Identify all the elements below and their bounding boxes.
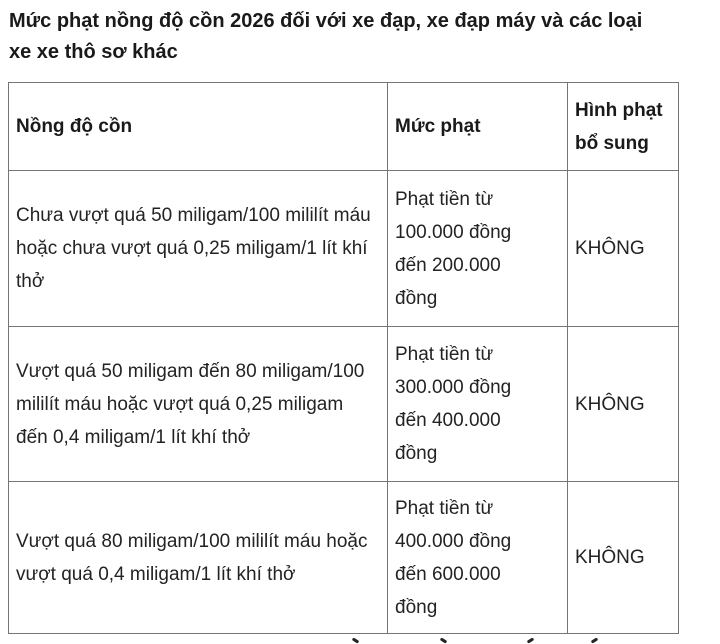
violation-cell: Vượt quá 80 miligam/100 mililít máu hoặc vượt quá 0,4 miligam/1 lít khí thở [9,482,388,634]
additional-penalty-cell: KHÔNG [568,327,679,482]
additional-penalty-cell: KHÔNG [568,171,679,327]
alcohol-fines-table [8,82,679,634]
fine-cell: Phạt tiền từ 300.000 đồng đến 400.000 đồng [388,327,568,482]
table-row [9,482,679,634]
violation-cell: Vượt quá 50 miligam đến 80 miligam/100 mililít máu hoặc vượt quá 0,25 miligam đến 0,4 miligam/1 lít khí thở [9,327,388,482]
clipped-diacritic-fragment [440,637,448,643]
table-header-row [9,83,679,171]
header-cell-additional-penalty: Hình phạt bổ sung [568,83,679,171]
clipped-diacritic-fragment [591,637,599,643]
article-title: Mức phạt nồng độ cồn 2026 đối với xe đạp, xe đạp máy và các loại xe xe thô sơ khác [9,10,643,63]
fine-cell: Phạt tiền từ 400.000 đồng đến 600.000 đồng [388,482,568,634]
fine-cell: Phạt tiền từ 100.000 đồng đến 200.000 đồng [388,171,568,327]
table-row [9,327,679,482]
table-row [9,171,679,327]
clipped-diacritic-fragment [527,637,535,643]
header-cell-alcohol-level: Nồng độ cồn [9,83,388,171]
clipped-diacritic-fragment [352,637,360,643]
violation-cell: Chưa vượt quá 50 miligam/100 mililít máu hoặc chưa vượt quá 0,25 miligam/1 lít khí thở [9,171,388,327]
header-cell-fine: Mức phạt [388,83,568,171]
additional-penalty-cell: KHÔNG [568,482,679,634]
